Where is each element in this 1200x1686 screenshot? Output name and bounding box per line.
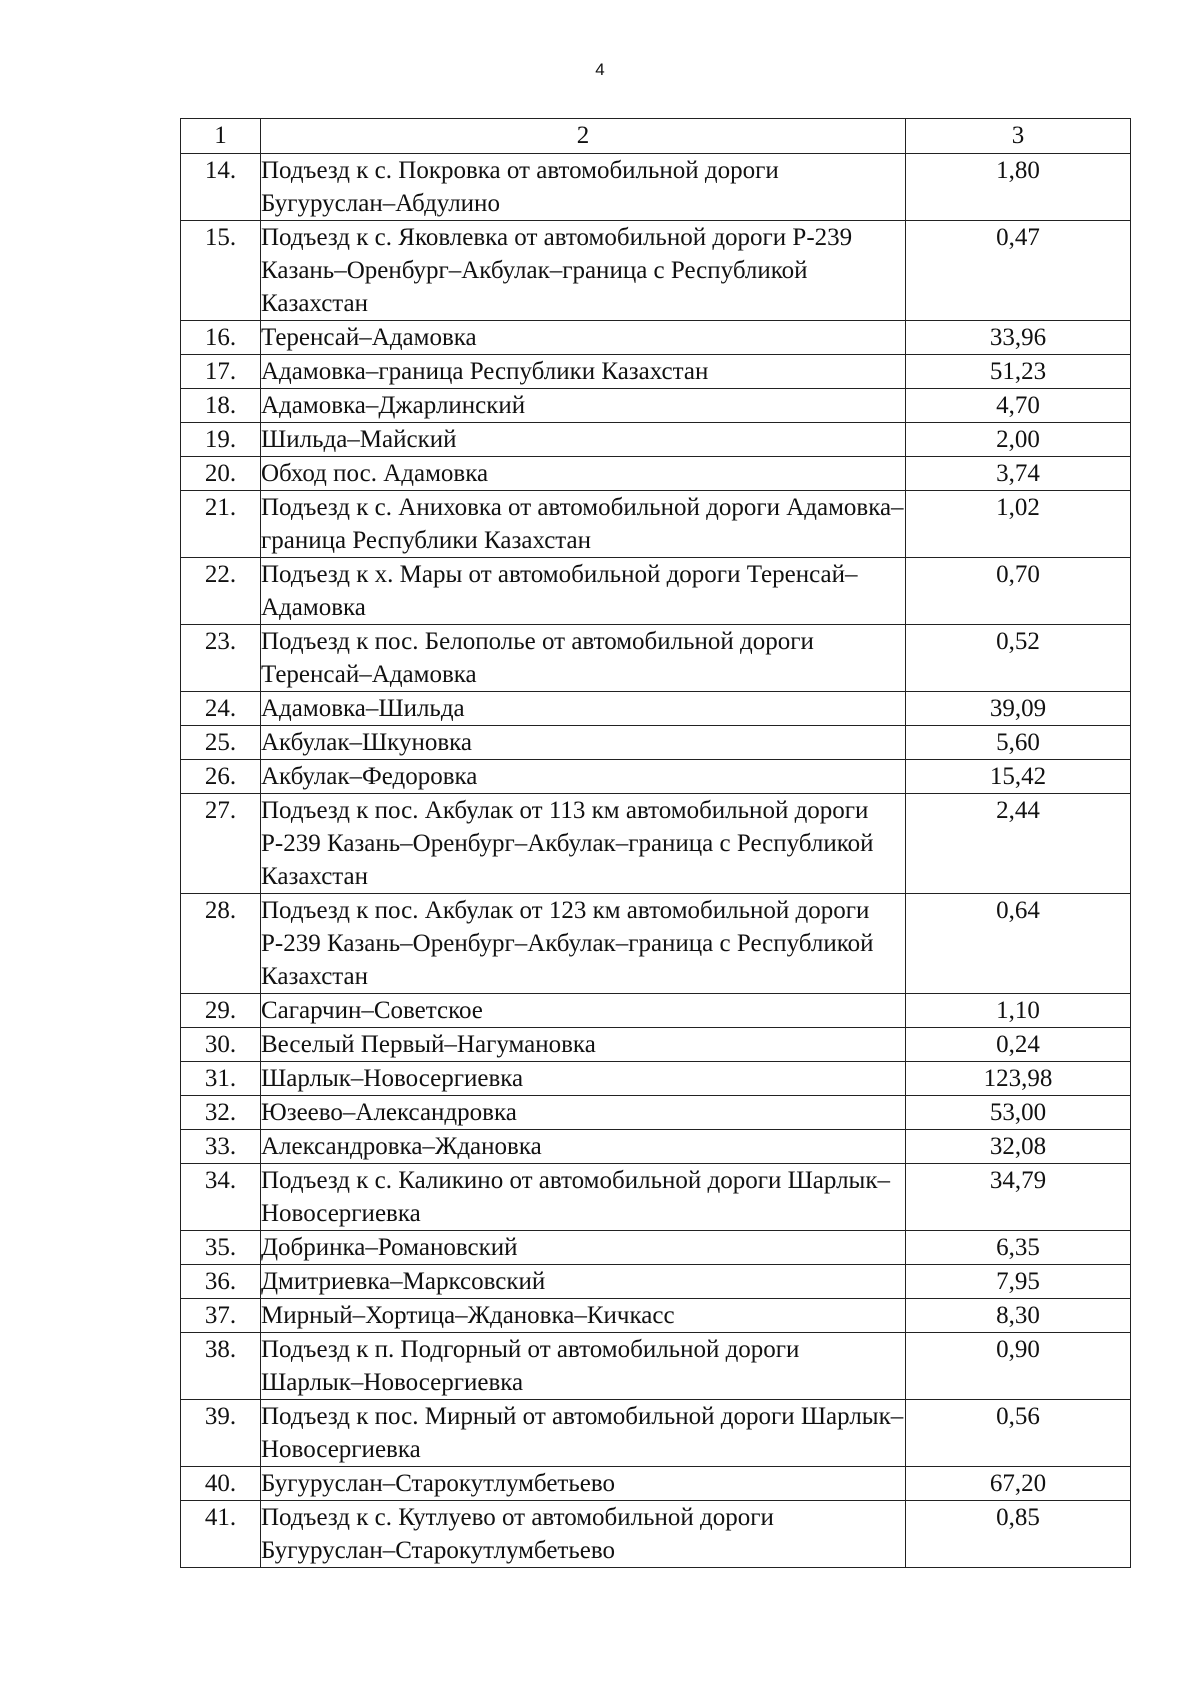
road-length: 0,85 bbox=[906, 1501, 1131, 1568]
table-row bbox=[181, 221, 1131, 321]
road-name: Адамовка–граница Республики Казахстан bbox=[261, 355, 906, 389]
road-name: Подъезд к пос. Акбулак от 123 км автомобильной дороги Р-239 Казань–Оренбург–Акбулак–граница с Республикой Казахстан bbox=[261, 894, 906, 994]
road-length: 0,90 bbox=[906, 1333, 1131, 1400]
road-length: 33,96 bbox=[906, 321, 1131, 355]
row-number: 30. bbox=[181, 1028, 261, 1062]
road-length: 1,80 bbox=[906, 154, 1131, 221]
row-number: 33. bbox=[181, 1130, 261, 1164]
table-row bbox=[181, 1265, 1131, 1299]
road-length: 1,02 bbox=[906, 491, 1131, 558]
road-name: Сагарчин–Советское bbox=[261, 994, 906, 1028]
road-name: Мирный–Хортица–Ждановка–Кичкасс bbox=[261, 1299, 906, 1333]
row-number: 32. bbox=[181, 1096, 261, 1130]
road-name: Обход пос. Адамовка bbox=[261, 457, 906, 491]
road-name: Акбулак–Федоровка bbox=[261, 760, 906, 794]
row-number: 40. bbox=[181, 1467, 261, 1501]
row-number: 20. bbox=[181, 457, 261, 491]
table-row bbox=[181, 1467, 1131, 1501]
road-name: Юзеево–Александровка bbox=[261, 1096, 906, 1130]
row-number: 26. bbox=[181, 760, 261, 794]
road-length: 67,20 bbox=[906, 1467, 1131, 1501]
road-name: Шильда–Майский bbox=[261, 423, 906, 457]
road-name: Подъезд к с. Яковлевка от автомобильной дороги Р-239 Казань–Оренбург–Акбулак–граница с Республикой Казахстан bbox=[261, 221, 906, 321]
road-name: Бугуруслан–Старокутлумбетьево bbox=[261, 1467, 906, 1501]
table-row bbox=[181, 1231, 1131, 1265]
road-length: 0,64 bbox=[906, 894, 1131, 994]
row-number: 19. bbox=[181, 423, 261, 457]
road-name: Александровка–Ждановка bbox=[261, 1130, 906, 1164]
row-number: 27. bbox=[181, 794, 261, 894]
road-name: Подъезд к пос. Белополье от автомобильной дороги Теренсай–Адамовка bbox=[261, 625, 906, 692]
road-length: 51,23 bbox=[906, 355, 1131, 389]
table-row bbox=[181, 1299, 1131, 1333]
road-length: 0,52 bbox=[906, 625, 1131, 692]
road-length: 6,35 bbox=[906, 1231, 1131, 1265]
row-number: 15. bbox=[181, 221, 261, 321]
row-number: 41. bbox=[181, 1501, 261, 1568]
row-number: 18. bbox=[181, 389, 261, 423]
table-row bbox=[181, 558, 1131, 625]
table-row bbox=[181, 423, 1131, 457]
table-row bbox=[181, 355, 1131, 389]
row-number: 38. bbox=[181, 1333, 261, 1400]
road-length: 0,47 bbox=[906, 221, 1131, 321]
table-row bbox=[181, 491, 1131, 558]
road-length: 8,30 bbox=[906, 1299, 1131, 1333]
road-length: 15,42 bbox=[906, 760, 1131, 794]
row-number: 17. bbox=[181, 355, 261, 389]
row-number: 28. bbox=[181, 894, 261, 994]
row-number: 37. bbox=[181, 1299, 261, 1333]
road-length: 34,79 bbox=[906, 1164, 1131, 1231]
row-number: 29. bbox=[181, 994, 261, 1028]
table-row bbox=[181, 692, 1131, 726]
road-length: 123,98 bbox=[906, 1062, 1131, 1096]
road-name: Подъезд к пос. Акбулак от 113 км автомобильной дороги Р-239 Казань–Оренбург–Акбулак–граница с Республикой Казахстан bbox=[261, 794, 906, 894]
table-row bbox=[181, 1062, 1131, 1096]
table-row bbox=[181, 1028, 1131, 1062]
table-row bbox=[181, 625, 1131, 692]
road-length: 4,70 bbox=[906, 389, 1131, 423]
table-row bbox=[181, 457, 1131, 491]
table-row bbox=[181, 794, 1131, 894]
header-row bbox=[181, 119, 1131, 154]
road-name: Подъезд к с. Кутлуево от автомобильной дороги Бугуруслан–Старокутлумбетьево bbox=[261, 1501, 906, 1568]
road-length: 0,24 bbox=[906, 1028, 1131, 1062]
table-row bbox=[181, 154, 1131, 221]
table-row bbox=[181, 1333, 1131, 1400]
table-body bbox=[181, 154, 1131, 1568]
row-number: 14. bbox=[181, 154, 261, 221]
road-name: Дмитриевка–Марксовский bbox=[261, 1265, 906, 1299]
road-length: 5,60 bbox=[906, 726, 1131, 760]
road-length: 1,10 bbox=[906, 994, 1131, 1028]
road-length: 3,74 bbox=[906, 457, 1131, 491]
roads-table bbox=[180, 118, 1131, 1568]
row-number: 21. bbox=[181, 491, 261, 558]
row-number: 22. bbox=[181, 558, 261, 625]
road-length: 0,70 bbox=[906, 558, 1131, 625]
table-header bbox=[181, 119, 1131, 154]
table-row bbox=[181, 1164, 1131, 1231]
page-number: 4 bbox=[595, 60, 605, 79]
table-row bbox=[181, 760, 1131, 794]
road-name: Подъезд к с. Аниховка от автомобильной дороги Адамовка–граница Республики Казахстан bbox=[261, 491, 906, 558]
table-row bbox=[181, 321, 1131, 355]
road-length: 2,00 bbox=[906, 423, 1131, 457]
table-row bbox=[181, 1501, 1131, 1568]
road-length: 7,95 bbox=[906, 1265, 1131, 1299]
road-name: Веселый Первый–Нагумановка bbox=[261, 1028, 906, 1062]
row-number: 31. bbox=[181, 1062, 261, 1096]
road-name: Теренсай–Адамовка bbox=[261, 321, 906, 355]
table-row bbox=[181, 1096, 1131, 1130]
row-number: 39. bbox=[181, 1400, 261, 1467]
header-col-name: 2 bbox=[261, 119, 906, 154]
table-row bbox=[181, 726, 1131, 760]
road-length: 32,08 bbox=[906, 1130, 1131, 1164]
table-row bbox=[181, 1400, 1131, 1467]
road-length: 53,00 bbox=[906, 1096, 1131, 1130]
road-name: Адамовка–Шильда bbox=[261, 692, 906, 726]
road-name: Подъезд к пос. Мирный от автомобильной дороги Шарлык–Новосергиевка bbox=[261, 1400, 906, 1467]
road-name: Шарлык–Новосергиевка bbox=[261, 1062, 906, 1096]
row-number: 23. bbox=[181, 625, 261, 692]
row-number: 24. bbox=[181, 692, 261, 726]
table-row bbox=[181, 994, 1131, 1028]
header-col-number: 1 bbox=[181, 119, 261, 154]
row-number: 36. bbox=[181, 1265, 261, 1299]
row-number: 34. bbox=[181, 1164, 261, 1231]
road-name: Подъезд к х. Мары от автомобильной дороги Теренсай–Адамовка bbox=[261, 558, 906, 625]
road-name: Адамовка–Джарлинский bbox=[261, 389, 906, 423]
header-col-length: 3 bbox=[906, 119, 1131, 154]
road-length: 0,56 bbox=[906, 1400, 1131, 1467]
road-length: 39,09 bbox=[906, 692, 1131, 726]
row-number: 35. bbox=[181, 1231, 261, 1265]
row-number: 25. bbox=[181, 726, 261, 760]
road-name: Подъезд к с. Покровка от автомобильной дороги Бугуруслан–Абдулино bbox=[261, 154, 906, 221]
table-row bbox=[181, 389, 1131, 423]
row-number: 16. bbox=[181, 321, 261, 355]
road-name: Подъезд к п. Подгорный от автомобильной дороги Шарлык–Новосергиевка bbox=[261, 1333, 906, 1400]
road-name: Добринка–Романовский bbox=[261, 1231, 906, 1265]
road-name: Подъезд к с. Каликино от автомобильной дороги Шарлык–Новосергиевка bbox=[261, 1164, 906, 1231]
table-row bbox=[181, 894, 1131, 994]
road-length: 2,44 bbox=[906, 794, 1131, 894]
table-row bbox=[181, 1130, 1131, 1164]
road-name: Акбулак–Шкуновка bbox=[261, 726, 906, 760]
